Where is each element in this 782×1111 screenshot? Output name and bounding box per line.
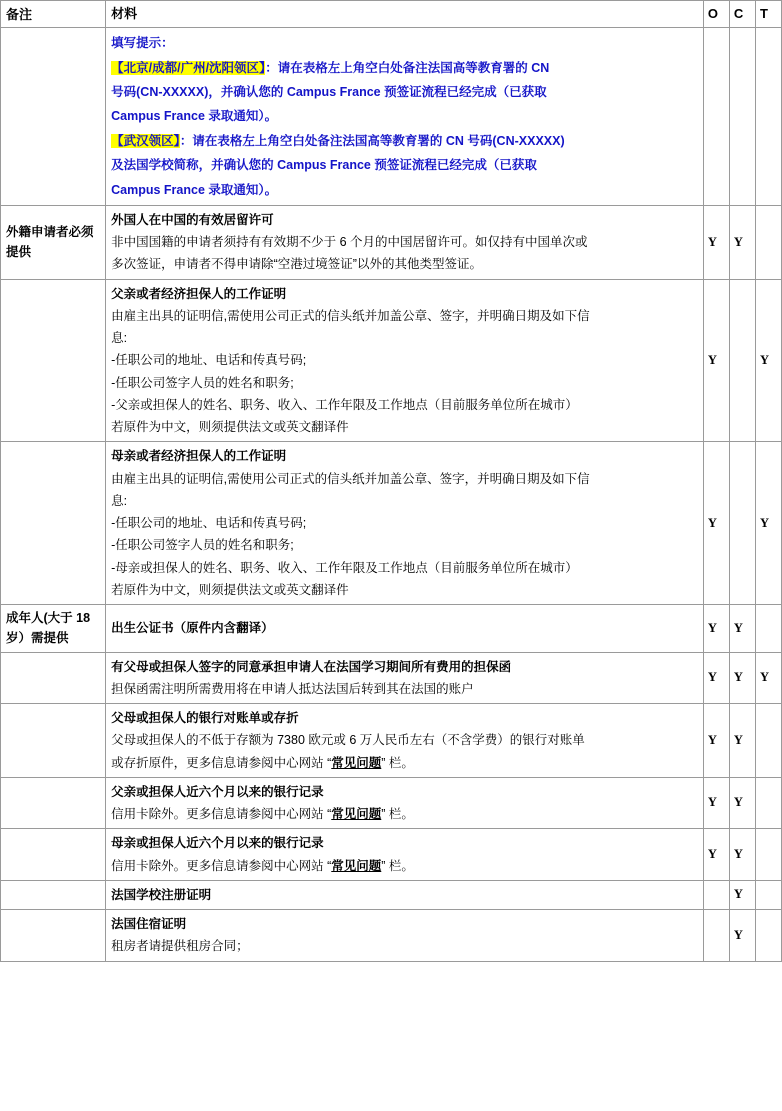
material-cell-french-school-registration [106, 880, 704, 909]
mark-o: Y [703, 279, 729, 442]
column-header-c: C [729, 1, 755, 28]
material-line: 多次签证，申请者不得申请除“空港过境签证”以外的其他类型签证。 [111, 257, 482, 272]
column-header-remark: 备注 [1, 1, 106, 28]
table-row [1, 652, 782, 704]
remark-cell [1, 28, 106, 206]
material-title: 法国学校注册证明 [111, 887, 212, 902]
mark-o [703, 910, 729, 962]
column-header-o: O [703, 1, 729, 28]
table-header-row [1, 1, 782, 28]
column-header-t: T [755, 1, 781, 28]
mark-o: Y [703, 205, 729, 279]
material-line: 若原件为中文，则须提供法文或英文翻译件 [111, 420, 349, 435]
material-title: 外国人在中国的有效居留许可 [111, 212, 274, 227]
column-header-material: 材料 [106, 1, 704, 28]
material-cell-father-employment-certificate [106, 279, 704, 442]
mark-c [729, 442, 755, 605]
mark-t: Y [755, 279, 781, 442]
mark-t [755, 28, 781, 206]
material-line: -父亲或担保人的姓名、职务、收入、工作年限及工作地点（目前服务单位所在城市） [111, 397, 578, 412]
material-line: 息: [111, 331, 128, 346]
mark-c: Y [729, 704, 755, 778]
tip-region-beijing-text-3: Campus France 录取通知）。 [111, 109, 278, 124]
tip-region-wuhan-text-3: Campus France 录取通知）。 [111, 182, 278, 197]
remark-cell [1, 777, 106, 829]
remark-cell [1, 910, 106, 962]
material-line: 担保函需注明所需费用将在申请人抵达法国后转到其在法国的账户 [111, 681, 474, 696]
mark-c: Y [729, 652, 755, 704]
mark-o: Y [703, 605, 729, 653]
mark-t [755, 880, 781, 909]
material-title: 母亲或者经济担保人的工作证明 [111, 449, 287, 464]
material-line: 非中国国籍的申请者须持有有效期不少于 6 个月的中国居留许可。如仅持有中国单次或 [111, 235, 588, 250]
material-title: 出生公证书（原件内含翻译） [111, 621, 274, 636]
faq-link[interactable]: 常见问题 [331, 755, 382, 770]
remark-cell [1, 652, 106, 704]
material-line: -任职公司签字人员的姓名和职务; [111, 375, 294, 390]
tip-region-beijing-text-1: ：请在表格左上角空白处备注法国高等教育署的 CN [265, 60, 550, 75]
material-line-prefix: 信用卡除外。更多信息请参阅中心网站 “ [111, 858, 332, 873]
material-line-suffix: ” 栏。 [381, 858, 414, 873]
tip-region-wuhan-text-1: ：请在表格左上角空白处备注法国高等教育署的 CN 号码(CN-XXXXX) [179, 133, 565, 148]
table-row [1, 28, 782, 206]
remark-cell [1, 880, 106, 909]
material-title: 父母或担保人的银行对账单或存折 [111, 711, 299, 726]
material-cell-father-bank-records [106, 777, 704, 829]
remark-cell [1, 829, 106, 881]
mark-t: Y [755, 442, 781, 605]
material-line-prefix: 信用卡除外。更多信息请参阅中心网站 “ [111, 807, 332, 822]
mark-c: Y [729, 205, 755, 279]
material-line: 由雇主出具的证明信,需使用公司正式的信头纸并加盖公章、签字，并明确日期及如下信 [111, 471, 590, 486]
faq-link[interactable]: 常见问题 [331, 858, 382, 873]
material-line-suffix: ” 栏。 [381, 807, 414, 822]
material-line: -母亲或担保人的姓名、职务、收入、工作年限及工作地点（目前服务单位所在城市） [111, 560, 578, 575]
mark-o [703, 28, 729, 206]
table-row [1, 829, 782, 881]
remark-cell-adult: 成年人(大于 18 岁）需提供 [1, 605, 106, 653]
remark-cell-foreign-applicant: 外籍申请者必须提供 [1, 205, 106, 279]
table-row [1, 910, 782, 962]
table-row [1, 442, 782, 605]
mark-c: Y [729, 829, 755, 881]
mark-o: Y [703, 777, 729, 829]
mark-o: Y [703, 442, 729, 605]
material-line: 息: [111, 493, 128, 508]
material-title: 法国住宿证明 [111, 917, 187, 932]
mark-t [755, 205, 781, 279]
material-title: 父亲或者经济担保人的工作证明 [111, 286, 287, 301]
material-line: -任职公司的地址、电话和传真号码; [111, 516, 307, 531]
mark-o: Y [703, 829, 729, 881]
mark-o: Y [703, 652, 729, 704]
mark-t [755, 910, 781, 962]
tip-region-beijing-text-2: 号码(CN-XXXXX)，并确认您的 Campus France 预签证流程已经完成（已获取 [111, 85, 547, 100]
mark-c: Y [729, 777, 755, 829]
table-row [1, 205, 782, 279]
material-cell-mother-employment-certificate [106, 442, 704, 605]
remark-cell [1, 442, 106, 605]
fill-tips-title: 填写提示： [111, 36, 174, 51]
tip-region-wuhan-text-2: 及法国学校简称，并确认您的 Campus France 预签证流程已经完成（已获取 [111, 158, 537, 173]
material-line: 租房者请提供租房合同； [111, 939, 249, 954]
mark-o [703, 880, 729, 909]
mark-o: Y [703, 704, 729, 778]
material-cell-parents-bank-statement [106, 704, 704, 778]
tip-region-beijing-tag: 【北京/成都/广州/沈阳领区】 [111, 60, 266, 75]
material-line: 若原件为中文，则须提供法文或英文翻译件 [111, 582, 349, 597]
mark-c: Y [729, 910, 755, 962]
material-title: 母亲或担保人近六个月以来的银行记录 [111, 836, 324, 851]
tip-region-wuhan-tag: 【武汉领区】 [111, 133, 180, 148]
table-row [1, 605, 782, 653]
mark-t: Y [755, 652, 781, 704]
faq-link[interactable]: 常见问题 [331, 807, 382, 822]
mark-t [755, 704, 781, 778]
material-cell-birth-certificate [106, 605, 704, 653]
mark-t [755, 829, 781, 881]
material-cell-guarantee-letter [106, 652, 704, 704]
material-title: 有父母或担保人签字的同意承担申请人在法国学习期间所有费用的担保函 [111, 659, 512, 674]
table-row [1, 777, 782, 829]
material-line-prefix: 或存折原件，更多信息请参阅中心网站 “ [111, 755, 332, 770]
material-line: 由雇主出具的证明信,需使用公司正式的信头纸并加盖公章、签字，并明确日期及如下信 [111, 308, 590, 323]
material-cell-french-accommodation-proof [106, 910, 704, 962]
table-row [1, 880, 782, 909]
mark-c [729, 279, 755, 442]
remark-cell [1, 279, 106, 442]
mark-c [729, 28, 755, 206]
mark-c: Y [729, 605, 755, 653]
table-row [1, 279, 782, 442]
remark-cell [1, 704, 106, 778]
material-line: -任职公司签字人员的姓名和职务; [111, 538, 294, 553]
material-line: -任职公司的地址、电话和传真号码; [111, 353, 307, 368]
table-row [1, 704, 782, 778]
mark-t [755, 777, 781, 829]
material-cell-mother-bank-records [106, 829, 704, 881]
material-title: 父亲或担保人近六个月以来的银行记录 [111, 784, 324, 799]
material-cell-foreign-residence-permit [106, 205, 704, 279]
mark-c: Y [729, 880, 755, 909]
material-line-suffix: ” 栏。 [381, 755, 414, 770]
material-line: 父母或担保人的不低于存额为 7380 欧元或 6 万人民币左右（不含学费）的银行对账单 [111, 733, 585, 748]
mark-t [755, 605, 781, 653]
material-cell-fill-tips [106, 28, 704, 206]
